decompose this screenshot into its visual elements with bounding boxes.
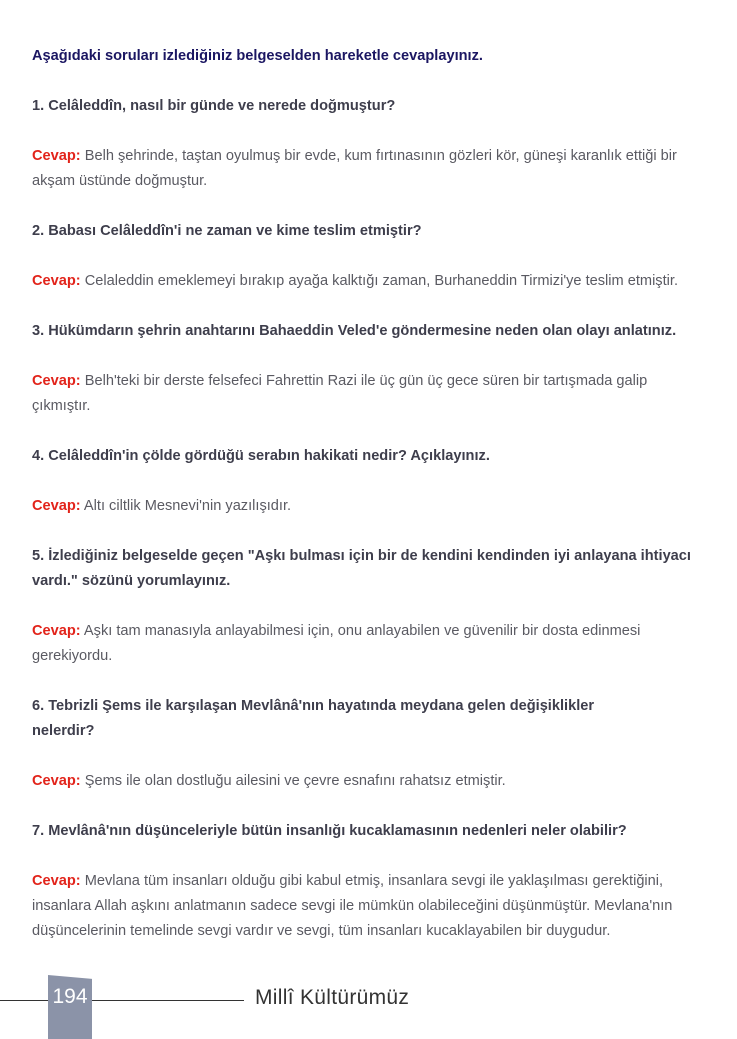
answer-text: Şems ile olan dostluğu ailesini ve çevre esnafını rahatsız etmiştir.: [84, 773, 506, 789]
question-1: 1. Celâleddîn, nasıl bir günde ve nerede doğmuştur?: [32, 98, 396, 114]
answer-text: Celaleddin emeklemeyi bırakıp ayağa kalktığı zaman, Burhaneddin Tirmizi'ye teslim etmiştir.: [84, 273, 679, 289]
answer-5: [32, 619, 707, 669]
question-3: 3. Hükümdarın şehrin anahtarını Bahaeddin Veled'e göndermesine neden olan olayı anlatınız.: [32, 323, 677, 339]
answer-label: Cevap:: [32, 148, 81, 164]
question-6: 6. Tebrizli Şems ile karşılaşan Mevlânâ'nın hayatında meydana gelen değişiklikler nelerdir?: [32, 698, 595, 739]
question-list: [32, 94, 707, 944]
question-5: 5. İzlediğiniz belgeselde geçen "Aşkı bulması için bir de kendini kendinden iyi anlayana ihtiyacı vardı." sözünü yorumlayınız.: [32, 548, 691, 589]
answer-1: [32, 144, 707, 194]
answer-3: [32, 369, 707, 419]
answer-label: Cevap:: [32, 273, 81, 289]
answer-text: Aşkı tam manasıyla anlayabilmesi için, onu anlayabilen ve güvenilir bir dosta edinmesi gerekiyordu.: [32, 623, 641, 664]
instructions-heading: Aşağıdaki soruları izlediğiniz belgeselden hareketle cevaplayınız.: [32, 48, 483, 64]
worksheet: [32, 44, 707, 969]
answer-6: [32, 769, 707, 794]
question-4: 4. Celâleddîn'in çölde gördüğü serabın hakikati nedir? Açıklayınız.: [32, 448, 490, 464]
answer-label: Cevap:: [32, 773, 81, 789]
answer-2: [32, 269, 707, 294]
answer-label: Cevap:: [32, 373, 81, 389]
book-title: Millî Kültürümüz: [255, 986, 410, 1009]
question-7: 7. Mevlânâ'nın düşünceleriyle bütün insanlığı kucaklamasının nedenleri neler olabilir?: [32, 823, 627, 839]
answer-7: [32, 869, 707, 944]
answer-text: Altı ciltlik Mesnevi'nin yazılışıdır.: [83, 498, 292, 514]
answer-text: Mevlana tüm insanları olduğu gibi kabul etmiş, insanlara sevgi ile yaklaşılması gerektiğini, insanlara Allah aşkını anlatmanın sadece sevgi ile mümkün olabileceğini düşünmüştür. Mevlana'nın düşüncelerinin temelinde sevgi vardır ve sevgi, tüm insanları kucaklayabilen bir duygudur.: [32, 873, 673, 939]
answer-text: Belh şehrinde, taştan oyulmuş bir evde, kum fırtınasının gözleri kör, güneşi karanlık ettiği bir akşam üstünde doğmuştur.: [32, 148, 677, 189]
answer-text: Belh'teki bir derste felsefeci Fahrettin Razi ile üç gün üç gece süren bir tartışmada galip çıkmıştır.: [32, 373, 648, 414]
answer-label: Cevap:: [32, 498, 81, 514]
answer-label: Cevap:: [32, 623, 81, 639]
page-number: 194: [52, 985, 88, 1008]
answer-label: Cevap:: [32, 873, 81, 889]
answer-4: [32, 494, 707, 519]
footer-divider: [0, 1000, 244, 1001]
question-2: 2. Babası Celâleddîn'i ne zaman ve kime teslim etmiştir?: [32, 223, 422, 239]
